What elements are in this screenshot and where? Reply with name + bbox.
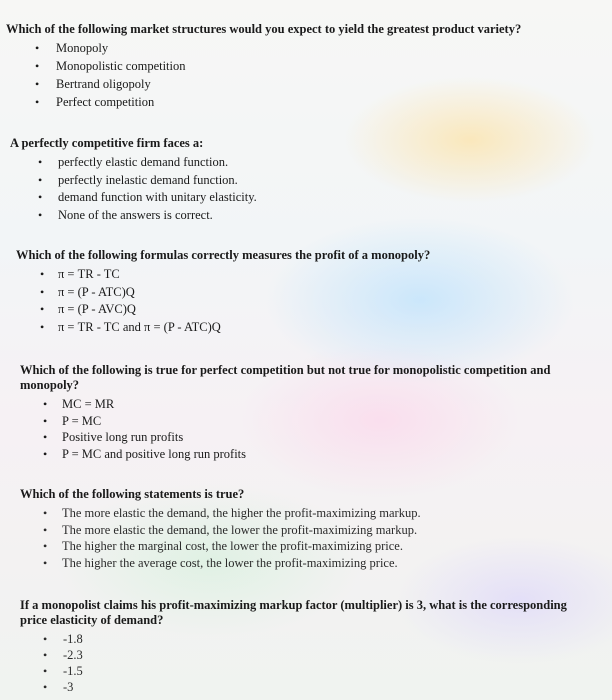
question-2-option-4 bbox=[0, 207, 612, 225]
question-5-text: Which of the following statements is true? bbox=[20, 487, 245, 501]
question-5-option-1 bbox=[0, 505, 612, 522]
question-4-options bbox=[0, 396, 612, 462]
option-text: MC = MR bbox=[62, 397, 115, 411]
question-5-option-3 bbox=[0, 538, 612, 555]
option-text: Perfect competition bbox=[56, 95, 155, 109]
bullet-icon: • bbox=[43, 664, 48, 678]
option-text: P = MC bbox=[62, 413, 102, 428]
question-5-options bbox=[0, 505, 612, 571]
option-text: Bertrand oligopoly bbox=[56, 77, 151, 91]
question-5-option-2 bbox=[0, 522, 612, 539]
question-1-options bbox=[0, 40, 612, 112]
question-3-option-3 bbox=[0, 301, 612, 319]
question-5 bbox=[0, 487, 612, 571]
option-text: -2.3 bbox=[63, 648, 83, 662]
bullet-icon: • bbox=[43, 430, 48, 444]
question-3 bbox=[0, 248, 612, 336]
option-text: π = (P - ATC)Q bbox=[58, 284, 135, 299]
bullet-icon: • bbox=[43, 446, 48, 461]
bullet-icon: • bbox=[38, 190, 43, 204]
option-text: Positive long run profits bbox=[62, 430, 184, 444]
question-4-option-4 bbox=[0, 446, 612, 463]
question-1-option-3 bbox=[0, 76, 612, 94]
bullet-icon: • bbox=[40, 319, 45, 334]
option-text: -1.5 bbox=[63, 664, 83, 678]
question-2-text: A perfectly competitive firm faces a: bbox=[10, 136, 204, 150]
option-text: -3 bbox=[63, 680, 74, 694]
bullet-icon: • bbox=[40, 284, 45, 299]
bullet-icon: • bbox=[35, 95, 40, 109]
question-2-option-3 bbox=[0, 189, 612, 207]
bullet-icon: • bbox=[40, 267, 45, 281]
question-3-text: Which of the following formulas correctly measures the profit of a monopoly? bbox=[16, 248, 431, 262]
bullet-icon: • bbox=[43, 632, 48, 646]
question-4-option-1 bbox=[0, 396, 612, 413]
question-3-option-1 bbox=[0, 266, 612, 284]
bullet-icon: • bbox=[43, 648, 48, 662]
question-4-option-3 bbox=[0, 429, 612, 446]
option-text: demand function with unitary elasticity. bbox=[58, 190, 257, 204]
question-6-option-1 bbox=[0, 631, 612, 647]
question-6-text: If a monopolist claims his profit-maximizing markup factor (multiplier) is 3, what is the corresponding price elasticity of demand? bbox=[20, 598, 567, 627]
question-6-option-2 bbox=[0, 647, 612, 663]
option-text: π = TR - TC bbox=[58, 267, 120, 281]
option-text: perfectly inelastic demand function. bbox=[58, 172, 238, 187]
option-text: The more elastic the demand, the higher the profit-maximizing markup. bbox=[62, 506, 421, 520]
question-1 bbox=[0, 22, 612, 112]
option-text: The more elastic the demand, the lower the profit-maximizing markup. bbox=[62, 522, 418, 537]
option-text: The higher the marginal cost, the lower the profit-maximizing price. bbox=[62, 539, 403, 553]
bullet-icon: • bbox=[40, 302, 45, 316]
question-4 bbox=[0, 363, 612, 462]
question-3-options bbox=[0, 266, 612, 336]
question-4-option-2 bbox=[0, 413, 612, 430]
question-5-option-4 bbox=[0, 555, 612, 572]
question-2-option-1 bbox=[0, 154, 612, 172]
bullet-icon: • bbox=[35, 41, 40, 55]
question-3-option-2 bbox=[0, 284, 612, 302]
question-6-options bbox=[0, 631, 612, 695]
bullet-icon: • bbox=[43, 413, 48, 428]
bullet-icon: • bbox=[38, 155, 43, 169]
option-text: P = MC and positive long run profits bbox=[62, 446, 247, 461]
question-6-option-4 bbox=[0, 679, 612, 695]
question-2 bbox=[0, 136, 612, 224]
bullet-icon: • bbox=[43, 555, 48, 570]
bullet-icon: • bbox=[35, 59, 40, 73]
option-text: Monopolistic competition bbox=[56, 59, 186, 73]
bullet-icon: • bbox=[38, 207, 43, 222]
option-text: Monopoly bbox=[56, 41, 109, 55]
question-6-option-3 bbox=[0, 663, 612, 679]
option-text: None of the answers is correct. bbox=[58, 207, 213, 222]
bullet-icon: • bbox=[43, 522, 48, 537]
question-1-option-2 bbox=[0, 58, 612, 76]
option-text: perfectly elastic demand function. bbox=[58, 155, 229, 169]
question-4-text: Which of the following is true for perfect competition but not true for monopolistic competition and monopoly? bbox=[20, 363, 551, 392]
question-6 bbox=[0, 598, 612, 695]
question-1-text: Which of the following market structures would you expect to yield the greatest product variety? bbox=[6, 22, 522, 36]
bullet-icon: • bbox=[43, 539, 48, 553]
bullet-icon: • bbox=[35, 77, 40, 91]
option-text: The higher the average cost, the lower the profit-maximizing price. bbox=[62, 555, 398, 570]
bullet-icon: • bbox=[43, 680, 48, 694]
option-text: -1.8 bbox=[63, 632, 83, 646]
question-2-options bbox=[0, 154, 612, 224]
bullet-icon: • bbox=[43, 506, 48, 520]
question-3-option-4 bbox=[0, 319, 612, 337]
bullet-icon: • bbox=[38, 172, 43, 187]
question-2-option-2 bbox=[0, 172, 612, 190]
question-1-option-1 bbox=[0, 40, 612, 58]
bullet-icon: • bbox=[43, 397, 48, 411]
option-text: π = TR - TC and π = (P - ATC)Q bbox=[58, 319, 221, 334]
question-1-option-4 bbox=[0, 94, 612, 112]
option-text: π = (P - AVC)Q bbox=[58, 302, 136, 316]
